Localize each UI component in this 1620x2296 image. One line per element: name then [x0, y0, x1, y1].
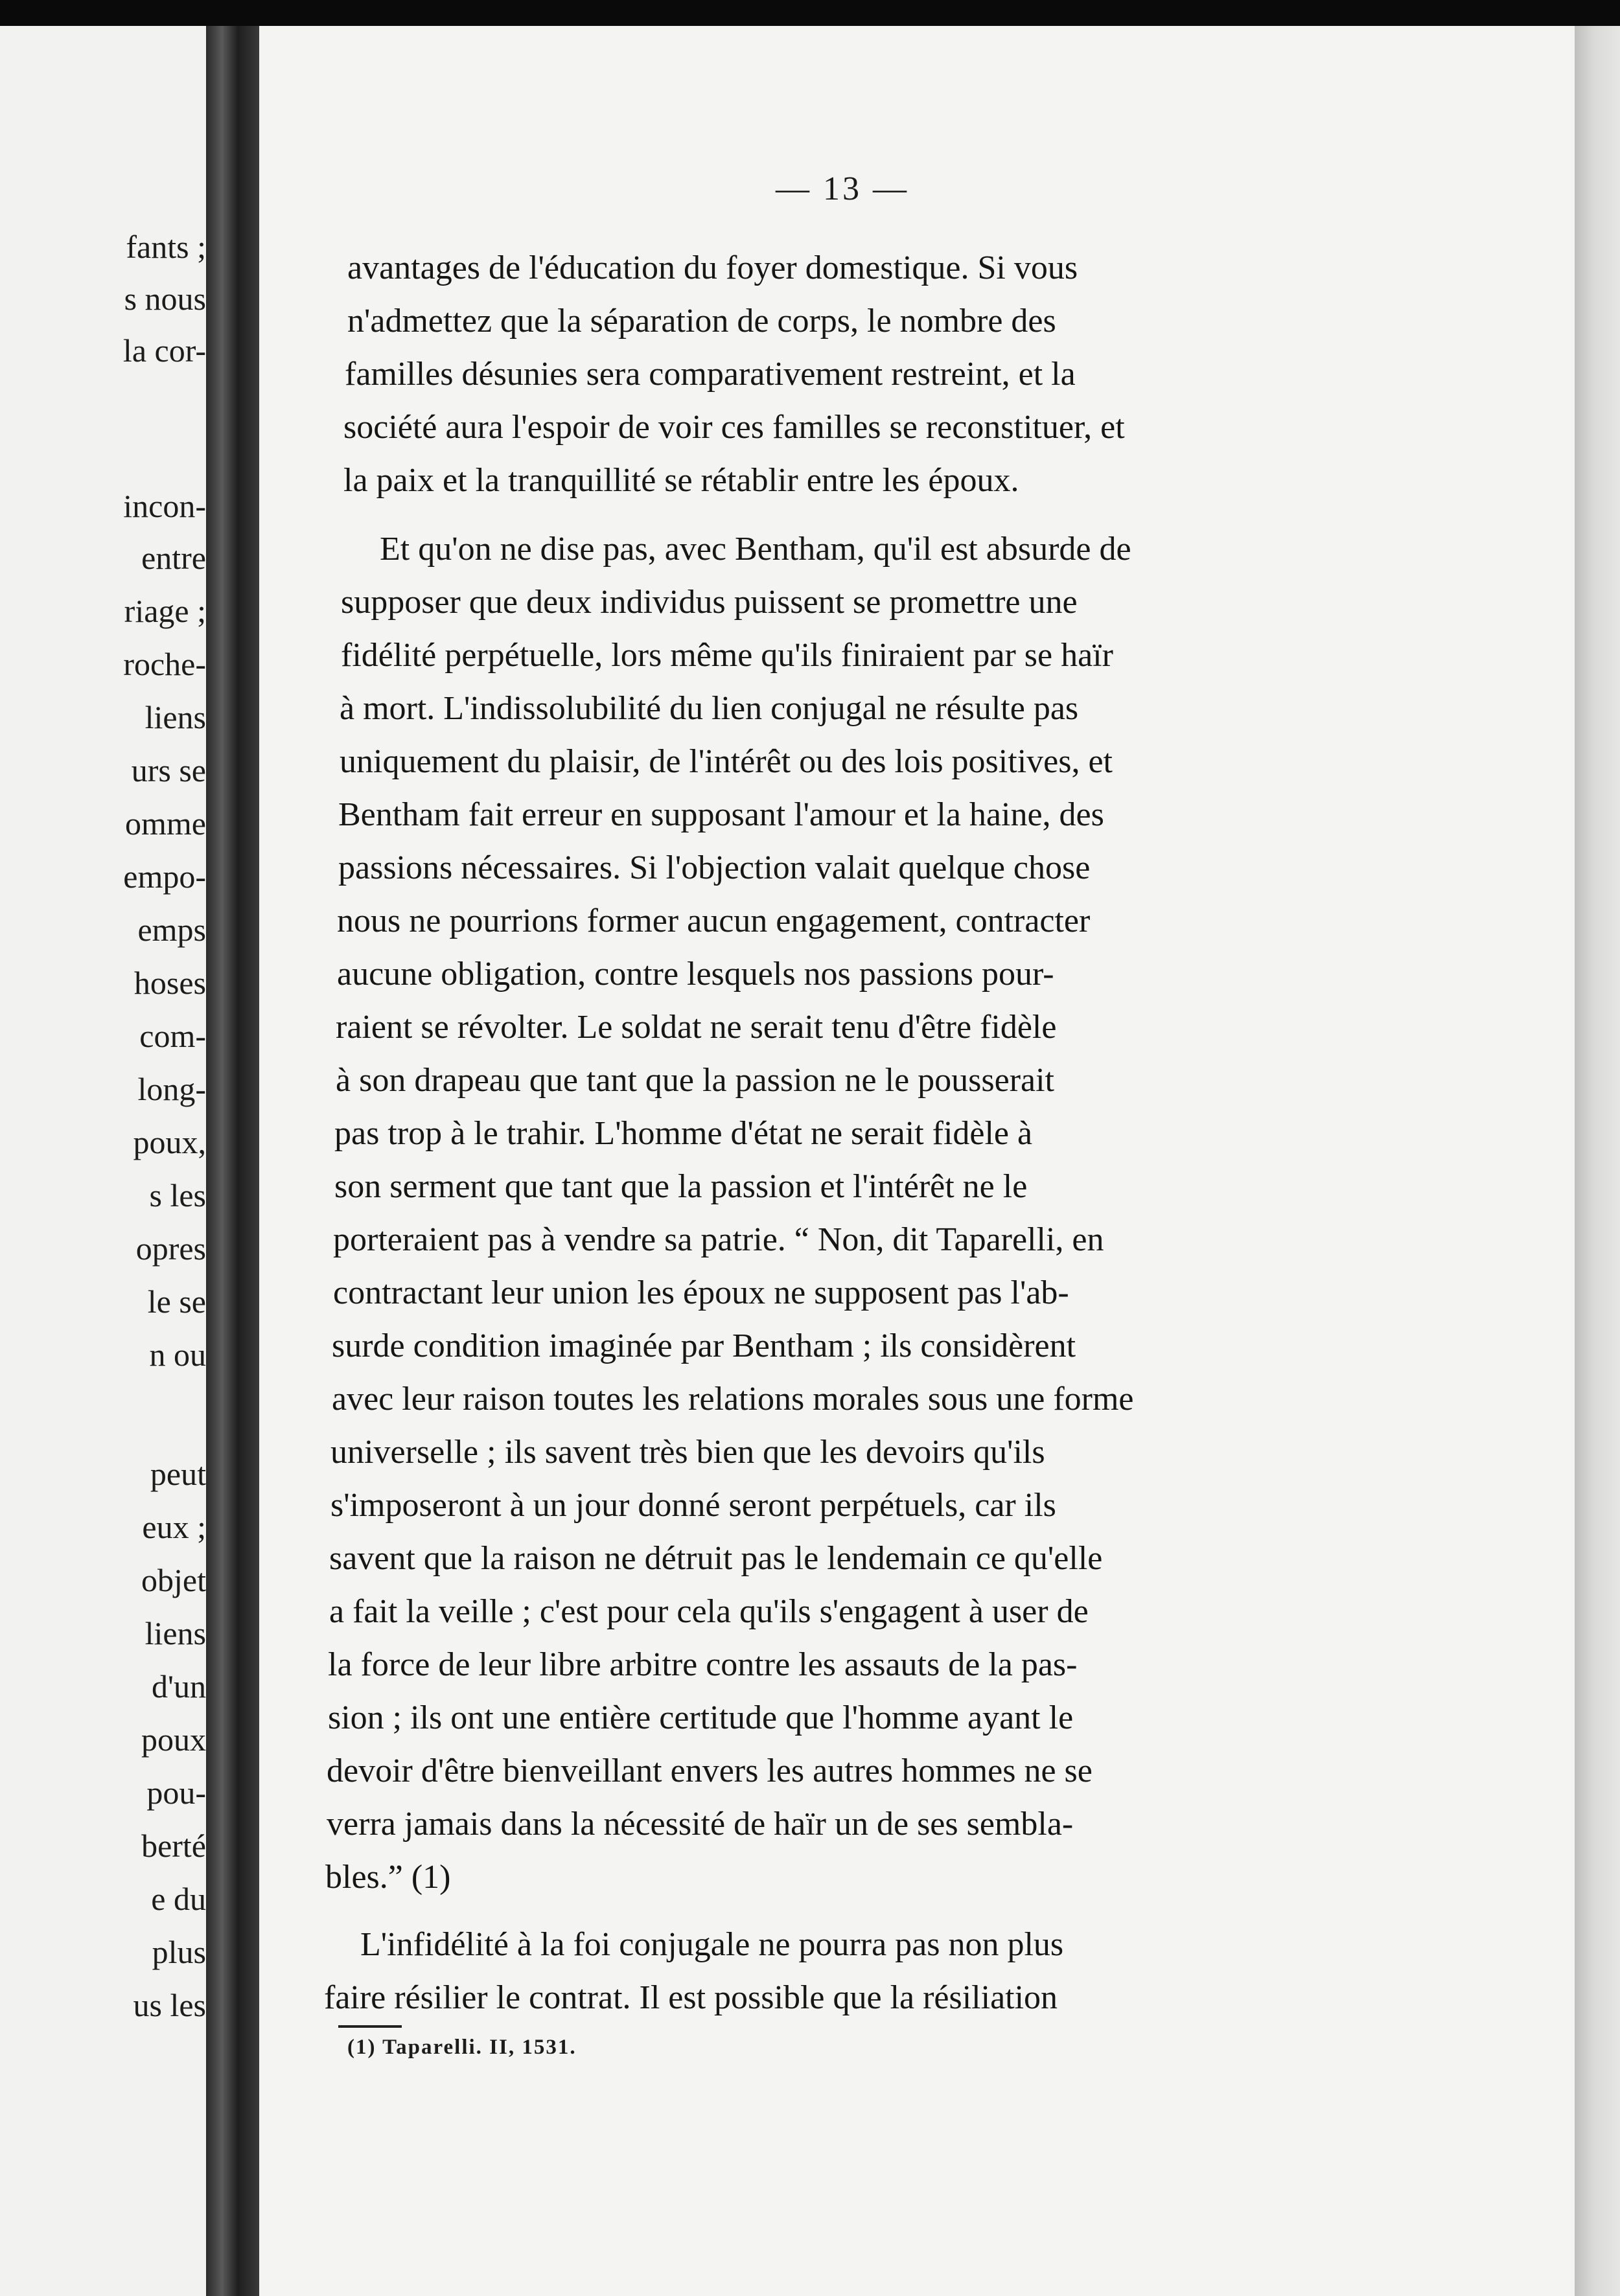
text-line: pas trop à le trahir. L'homme d'état ne serait fidèle à	[334, 1115, 1033, 1152]
left-page-fragment: liens	[145, 1615, 206, 1651]
left-page-fragment: s les	[149, 1177, 206, 1213]
left-page-fragment: emps	[137, 912, 206, 948]
left-page	[0, 26, 206, 2296]
text-line: société aura l'espoir de voir ces familles se reconstituer, et	[343, 409, 1125, 446]
left-page-fragment: riage ;	[124, 593, 206, 629]
left-page-fragment: eux ;	[142, 1509, 206, 1545]
left-page-fragment: hoses	[133, 965, 206, 1001]
text-line: sion ; ils ont une entière certitude que l'homme ayant le	[328, 1699, 1074, 1736]
footnote-rule	[338, 2025, 402, 2028]
left-page-fragment: pou-	[146, 1774, 206, 1811]
left-page-fragment: la cor-	[122, 332, 206, 369]
footnote: (1) Taparelli. II, 1531.	[347, 2036, 577, 2059]
text-line: à son drapeau que tant que la passion ne le pousserait	[336, 1062, 1054, 1099]
text-line: la paix et la tranquillité se rétablir entre les époux.	[343, 462, 1019, 499]
text-line: à mort. L'indissolubilité du lien conjugal ne résulte pas	[340, 690, 1079, 727]
text-line: fidélité perpétuelle, lors même qu'ils finiraient par se haïr	[341, 637, 1113, 674]
left-page-fragment: fants ;	[126, 229, 206, 265]
text-line: L'infidélité à la foi conjugale ne pourra pas non plus	[360, 1926, 1064, 1963]
text-line: son serment que tant que la passion et l'intérêt ne le	[334, 1168, 1028, 1205]
left-page-fragment: us les	[133, 1987, 206, 2023]
left-page-fragment: objet	[141, 1562, 206, 1598]
text-line: supposer que deux individus puissent se promettre une	[341, 584, 1078, 621]
text-line: Et qu'on ne dise pas, avec Bentham, qu'il est absurde de	[380, 531, 1131, 568]
left-page-fragment: poux,	[133, 1124, 206, 1160]
left-page-fragment: omme	[125, 805, 206, 842]
text-line: aucune obligation, contre lesquels nos passions pour-	[337, 956, 1054, 993]
left-page-fragment: com-	[139, 1018, 206, 1054]
text-line: nous ne pourrions former aucun engagement, contracter	[337, 902, 1091, 939]
page-number: — 13 —	[776, 170, 909, 207]
left-page-fragment: entre	[141, 540, 206, 576]
left-page-fragment: s nous	[124, 281, 206, 317]
text-line: universelle ; ils savent très bien que les devoirs qu'ils	[330, 1434, 1045, 1471]
film-border	[0, 0, 1620, 26]
text-line: uniquement du plaisir, de l'intérêt ou des lois positives, et	[340, 743, 1113, 780]
text-line: contractant leur union les époux ne supposent pas l'ab-	[333, 1274, 1069, 1311]
left-page-fragment: e du	[151, 1881, 206, 1917]
left-page-fragment: le se	[147, 1283, 206, 1320]
text-line: avec leur raison toutes les relations morales sous une forme	[332, 1381, 1134, 1418]
left-page-fragment: berté	[141, 1828, 206, 1864]
text-line: savent que la raison ne détruit pas le lendemain ce qu'elle	[329, 1540, 1103, 1577]
page-edge	[1575, 26, 1620, 2296]
text-line: la force de leur libre arbitre contre les assauts de la pas-	[328, 1646, 1078, 1683]
left-page-fragment: opres	[135, 1230, 206, 1267]
text-line: devoir d'être bienveillant envers les autres hommes ne se	[327, 1752, 1093, 1789]
text-line: verra jamais dans la nécessité de haïr un de ses sembla-	[327, 1806, 1074, 1843]
text-line: passions nécessaires. Si l'objection valait quelque chose	[338, 849, 1091, 886]
text-line: avantages de l'éducation du foyer domestique. Si vous	[347, 249, 1078, 286]
left-page-fragment: roche-	[123, 646, 206, 682]
left-page-fragment: n ou	[149, 1337, 206, 1373]
left-page-fragment: urs se	[131, 752, 206, 788]
text-line: s'imposeront à un jour donné seront perpétuels, car ils	[330, 1487, 1056, 1524]
text-line: Bentham fait erreur en supposant l'amour et la haine, des	[338, 796, 1104, 833]
left-page-fragment: d'un	[151, 1668, 206, 1705]
left-page-fragment: poux	[141, 1721, 206, 1758]
text-line: porteraient pas à vendre sa patrie. “ Non, dit Taparelli, en	[333, 1221, 1104, 1258]
left-page-fragment: plus	[152, 1934, 206, 1970]
left-page-fragment: liens	[145, 699, 206, 735]
text-line: familles désunies sera comparativement restreint, et la	[345, 356, 1076, 393]
page-gutter-shadow	[206, 26, 259, 2296]
text-line: n'admettez que la séparation de corps, le nombre des	[347, 303, 1056, 339]
text-line: raient se révolter. Le soldat ne serait tenu d'être fidèle	[336, 1009, 1057, 1046]
text-line: surde condition imaginée par Bentham ; ils considèrent	[332, 1327, 1076, 1364]
left-page-fragment: long-	[137, 1071, 206, 1107]
text-line: bles.” (1)	[325, 1859, 451, 1896]
left-page-fragment: incon-	[123, 488, 206, 524]
text-line: faire résilier le contrat. Il est possible que la résiliation	[324, 1979, 1058, 2016]
left-page-fragment: empo-	[123, 858, 206, 895]
left-page-fragment: peut	[150, 1456, 206, 1492]
text-line: a fait la veille ; c'est pour cela qu'ils s'engagent à user de	[329, 1593, 1089, 1630]
